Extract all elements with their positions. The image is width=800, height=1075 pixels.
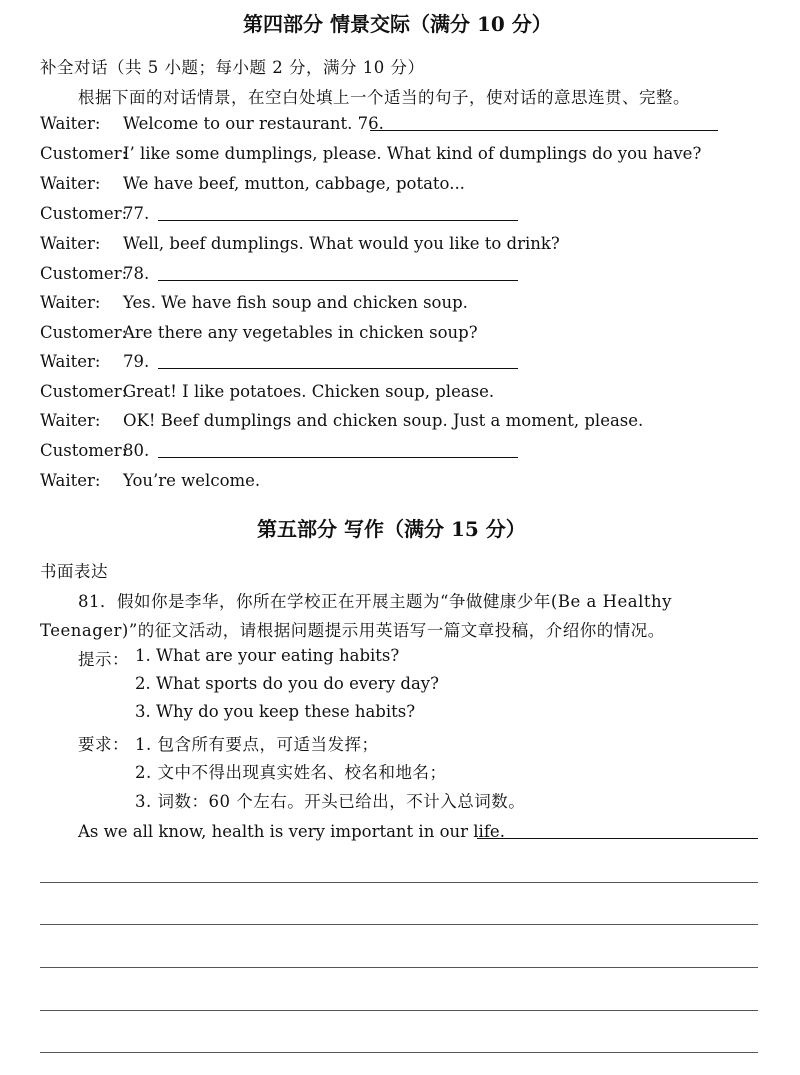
speaker-label: Waiter:: [40, 471, 101, 490]
writing-line[interactable]: [477, 838, 758, 839]
writing-prompt-line2: Teenager)”的征文活动，请根据问题提示用英语写一篇文章投稿，介绍你的情况。: [40, 621, 665, 640]
speaker-label: Waiter:: [40, 352, 101, 371]
writing-prompt-line1: 81．假如你是李华，你所在学校正在开展主题为“争做健康少年(Be a Healthy: [78, 592, 672, 611]
speaker-label: Customer:: [40, 264, 128, 283]
writing-line[interactable]: [40, 924, 758, 925]
speaker-label: Waiter:: [40, 411, 101, 430]
writing-line[interactable]: [40, 1052, 758, 1053]
hint-item: 2. What sports do you do every day?: [135, 674, 439, 693]
dialogue-line: 77.: [123, 204, 150, 223]
dialogue-line: I’ like some dumplings, please. What kind of dumplings do you have?: [123, 144, 702, 163]
hint-item: 3. Why do you keep these habits?: [135, 702, 416, 721]
answer-blank-76[interactable]: [370, 130, 718, 131]
answer-blank-77[interactable]: [158, 220, 518, 221]
writing-line[interactable]: [40, 1010, 758, 1011]
dialogue-line: Welcome to our restaurant. 76.: [123, 114, 384, 133]
requirement-item: 1. 包含所有要点，可适当发挥；: [135, 735, 379, 754]
requirement-item: 3. 词数：60 个左右。开头已给出，不计入总词数。: [135, 792, 526, 811]
dialogue-line: 80.: [123, 441, 150, 460]
dialogue-line: OK! Beef dumplings and chicken soup. Just a moment, please.: [123, 411, 644, 430]
writing-line[interactable]: [40, 967, 758, 968]
speaker-label: Customer:: [40, 323, 128, 342]
dialogue-line: Great! I like potatoes. Chicken soup, please.: [123, 382, 495, 401]
speaker-label: Waiter:: [40, 293, 101, 312]
dialogue-line: Well, beef dumplings. What would you like to drink?: [123, 234, 560, 253]
requirement-item: 2. 文中不得出现真实姓名、校名和地名；: [135, 763, 447, 782]
part4-subtitle: 补全对话（共 5 小题；每小题 2 分，满分 10 分）: [40, 58, 425, 77]
hint-item: 1. What are your eating habits?: [135, 646, 400, 665]
essay-opening: As we all know, health is very important in our life.: [78, 822, 505, 841]
part5-title: 第五部分 写作（满分 15 分）: [257, 517, 526, 541]
speaker-label: Waiter:: [40, 114, 101, 133]
dialogue-line: Are there any vegetables in chicken soup?: [123, 323, 478, 342]
part4-instruction: 根据下面的对话情景，在空白处填上一个适当的句子，使对话的意思连贯、完整。: [78, 88, 690, 107]
answer-blank-79[interactable]: [158, 368, 518, 369]
dialogue-line: 78.: [123, 264, 150, 283]
speaker-label: Customer:: [40, 441, 128, 460]
dialogue-line: Yes. We have fish soup and chicken soup.: [123, 293, 468, 312]
speaker-label: Waiter:: [40, 234, 101, 253]
dialogue-line: 79.: [123, 352, 150, 371]
writing-line[interactable]: [40, 882, 758, 883]
speaker-label: Customer:: [40, 144, 128, 163]
hints-label: 提示：: [78, 650, 129, 669]
speaker-label: Customer:: [40, 204, 128, 223]
speaker-label: Customer:: [40, 382, 128, 401]
answer-blank-78[interactable]: [158, 280, 518, 281]
part5-subtitle: 书面表达: [40, 562, 108, 581]
speaker-label: Waiter:: [40, 174, 101, 193]
part4-title: 第四部分 情景交际（满分 10 分）: [243, 12, 552, 36]
answer-blank-80[interactable]: [158, 457, 518, 458]
requirements-label: 要求：: [78, 735, 129, 754]
dialogue-line: We have beef, mutton, cabbage, potato...: [123, 174, 465, 193]
dialogue-line: You’re welcome.: [123, 471, 261, 490]
